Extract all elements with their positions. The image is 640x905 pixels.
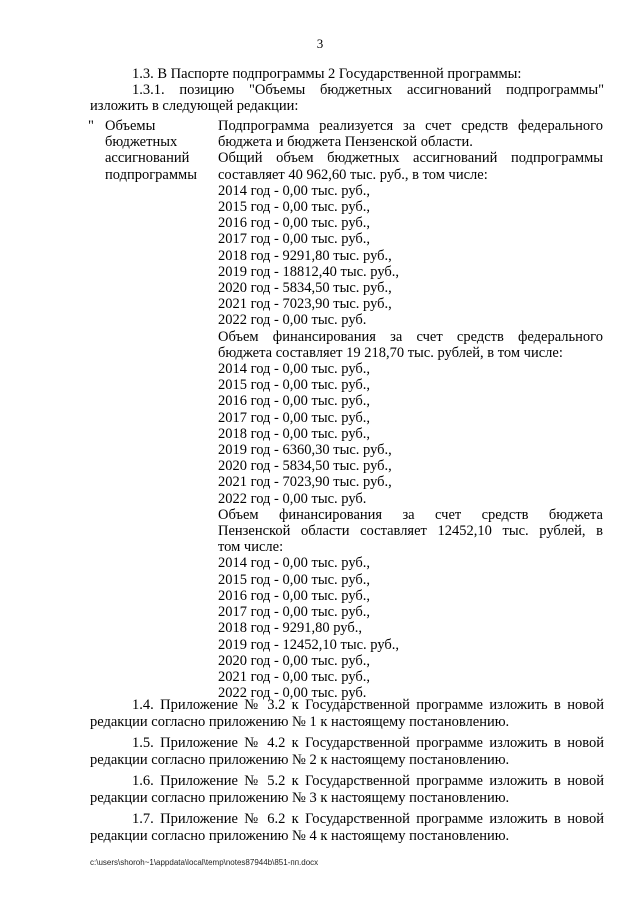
intro-line-2: 1.3.1. позицию "Объемы бюджетных ассигнований подпрограммы": [132, 82, 604, 98]
content-line: 2016 год - 0,00 тыс. руб.,: [218, 587, 371, 604]
content-line: том числе:: [218, 539, 284, 556]
content-line: 2014 год - 0,00 тыс. руб.,: [218, 555, 371, 572]
paragraph-second-line: редакции согласно приложению № 3 к настоящему постановлению.: [90, 790, 510, 806]
content-line: 2016 год - 0,00 тыс. руб.,: [218, 215, 371, 232]
intro-line-1: 1.3. В Паспорте подпрограммы 2 Государственной программы:: [132, 66, 522, 82]
content-line: 2020 год - 5834,50 тыс. руб.,: [218, 280, 392, 297]
page-number: 3: [316, 36, 324, 51]
content-line: бюджета и бюджета Пензенской области.: [218, 134, 473, 151]
opening-quote: ": [88, 118, 94, 134]
file-path-footer: c:\users\shoroh~1\appdata\local\temp\notes87944b\851-пп.docx: [90, 858, 319, 867]
content-line: бюджета составляет 19 218,70 тыс. рублей, в том числе:: [218, 344, 563, 361]
paragraph-first-line: 1.4. Приложение № 3.2 к Государственной программе изложить в новой: [132, 697, 604, 713]
content-line: 2018 год - 9291,80 руб.,: [218, 620, 362, 637]
content-line: 2016 год - 0,00 тыс. руб.,: [218, 393, 371, 410]
content-line: 2022 год - 0,00 тыс. руб.: [218, 490, 367, 507]
content-line: составляет 40 962,60 тыс. руб., в том числе:: [218, 166, 488, 183]
content-line: 2022 год - 0,00 тыс. руб.: [218, 312, 367, 329]
intro-line-3: изложить в следующей редакции:: [90, 98, 299, 114]
table-left-label: [105, 118, 205, 183]
content-line: 2017 год - 0,00 тыс. руб.,: [218, 231, 371, 248]
left-label-line: бюджетных: [105, 134, 178, 151]
content-line: 2020 год - 5834,50 тыс. руб.,: [218, 458, 392, 475]
content-line: Пензенской области составляет 12452,10 тыс. рублей, в: [218, 523, 603, 540]
content-line: 2019 год - 18812,40 тыс. руб.,: [218, 263, 400, 280]
content-line: 2017 год - 0,00 тыс. руб.,: [218, 409, 371, 426]
content-line: 2022 год - 0,00 тыс. руб.: [218, 685, 367, 702]
numbered-paragraph: [90, 735, 604, 769]
paragraph-second-line: редакции согласно приложению № 2 к настоящему постановлению.: [90, 752, 510, 768]
content-line: Объем финансирования за счет средств бюджета: [218, 506, 603, 523]
content-line: 2018 год - 9291,80 тыс. руб.,: [218, 247, 392, 264]
numbered-paragraph: [90, 697, 604, 731]
content-line: Объем финансирования за счет средств федерального: [218, 328, 603, 345]
content-line: 2019 год - 6360,30 тыс. руб.,: [218, 442, 392, 459]
paragraph-first-line: 1.5. Приложение № 4.2 к Государственной программе изложить в новой: [132, 735, 604, 751]
table-right-content: [218, 118, 603, 701]
content-line: Общий объем бюджетных ассигнований подпрограммы: [218, 150, 603, 167]
left-label-line: Объемы: [105, 118, 156, 134]
content-line: 2014 год - 0,00 тыс. руб.,: [218, 361, 371, 378]
numbered-paragraph: [90, 811, 604, 845]
content-line: 2015 год - 0,00 тыс. руб.,: [218, 571, 371, 588]
left-label-line: подпрограммы: [105, 166, 197, 183]
content-line: 2015 год - 0,00 тыс. руб.,: [218, 199, 371, 216]
content-line: 2020 год - 0,00 тыс. руб.,: [218, 652, 371, 669]
content-line: 2021 год - 7023,90 тыс. руб.,: [218, 296, 392, 313]
numbered-paragraph: [90, 773, 604, 807]
content-line: 2019 год - 12452,10 тыс. руб.,: [218, 636, 400, 653]
left-label-line: ассигнований: [105, 150, 190, 167]
content-line: 2014 год - 0,00 тыс. руб.,: [218, 182, 371, 199]
paragraph-second-line: редакции согласно приложению № 4 к настоящему постановлению.: [90, 828, 510, 844]
paragraph-first-line: 1.6. Приложение № 5.2 к Государственной программе изложить в новой: [132, 773, 604, 789]
content-line: Подпрограмма реализуется за счет средств федерального: [218, 118, 603, 134]
paragraph-second-line: редакции согласно приложению № 1 к настоящему постановлению.: [90, 714, 510, 730]
content-line: 2017 год - 0,00 тыс. руб.,: [218, 604, 371, 621]
content-line: 2018 год - 0,00 тыс. руб.,: [218, 425, 371, 442]
content-line: 2021 год - 7023,90 тыс. руб.,: [218, 474, 392, 491]
content-line: 2021 год - 0,00 тыс. руб.,: [218, 668, 371, 685]
content-line: 2015 год - 0,00 тыс. руб.,: [218, 377, 371, 394]
paragraph-first-line: 1.7. Приложение № 6.2 к Государственной программе изложить в новой: [132, 811, 604, 827]
